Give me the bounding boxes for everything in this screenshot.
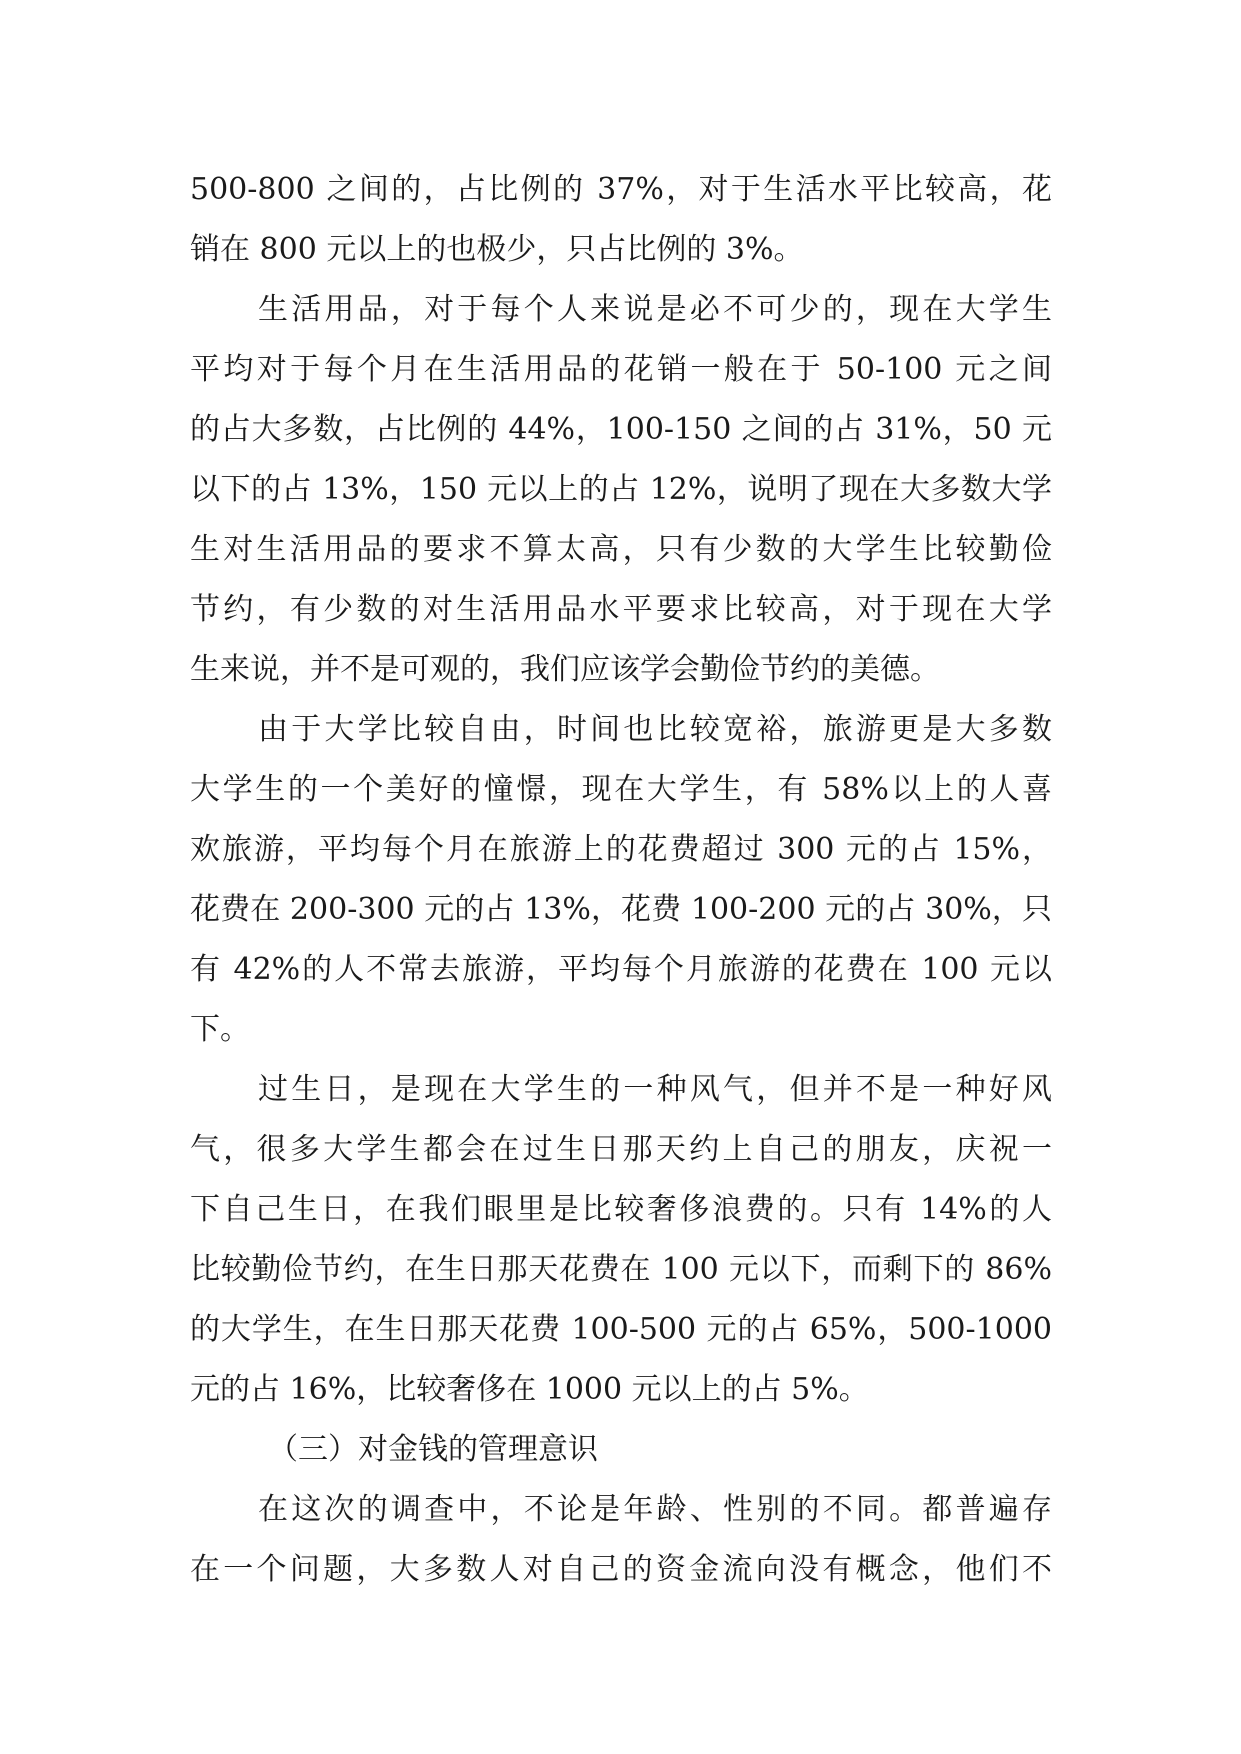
- text-line: 500-800 之间的，占比例的 37%，对于生活水平比较高，花: [190, 172, 1052, 207]
- text-line: 节约，有少数的对生活用品水平要求比较高，对于现在大学: [190, 592, 1052, 627]
- text-line: 元的占 16%，比较奢侈在 1000 元以上的占 5%。: [190, 1372, 869, 1407]
- text-line: 下。: [190, 1012, 250, 1047]
- text-line: 有 42%的人不常去旅游，平均每个月旅游的花费在 100 元以: [190, 952, 1052, 987]
- text-line: 下自己生日，在我们眼里是比较奢侈浪费的。只有 14%的人: [190, 1192, 1052, 1227]
- paragraph-start-line: 生活用品，对于每个人来说是必不可少的，现在大学生: [258, 292, 1052, 327]
- text-line: 大学生的一个美好的憧憬，现在大学生，有 58%以上的人喜: [190, 772, 1052, 807]
- paragraph-start-line: 过生日，是现在大学生的一种风气，但并不是一种好风: [258, 1072, 1052, 1107]
- text-line: 欢旅游，平均每个月在旅游上的花费超过 300 元的占 15%，: [190, 832, 1052, 867]
- text-line: 的大学生，在生日那天花费 100-500 元的占 65%，500-1000: [190, 1312, 1052, 1347]
- text-line: 生来说，并不是可观的，我们应该学会勤俭节约的美德。: [190, 652, 940, 687]
- body-text: [190, 160, 1052, 1600]
- text-line: 平均对于每个月在生活用品的花销一般在于 50-100 元之间: [190, 352, 1052, 387]
- section-heading: （三）对金钱的管理意识: [268, 1432, 598, 1467]
- text-line: 生对生活用品的要求不算太高，只有少数的大学生比较勤俭: [190, 532, 1052, 567]
- text-line: 气，很多大学生都会在过生日那天约上自己的朋友，庆祝一: [190, 1132, 1052, 1167]
- text-line: 的占大多数，占比例的 44%，100-150 之间的占 31%，50 元: [190, 412, 1052, 447]
- text-line: 在一个问题，大多数人对自己的资金流向没有概念，他们不: [190, 1552, 1052, 1587]
- text-line: 以下的占 13%，150 元以上的占 12%，说明了现在大多数大学: [190, 472, 1052, 507]
- text-line: 花费在 200-300 元的占 13%，花费 100-200 元的占 30%，只: [190, 892, 1052, 927]
- text-line: 比较勤俭节约，在生日那天花费在 100 元以下，而剩下的 86%: [190, 1252, 1052, 1287]
- text-line: 销在 800 元以上的也极少，只占比例的 3%。: [190, 232, 804, 267]
- paragraph-start-line: 在这次的调查中，不论是年龄、性别的不同。都普遍存: [258, 1492, 1052, 1527]
- paragraph-start-line: 由于大学比较自由，时间也比较宽裕，旅游更是大多数: [258, 712, 1052, 747]
